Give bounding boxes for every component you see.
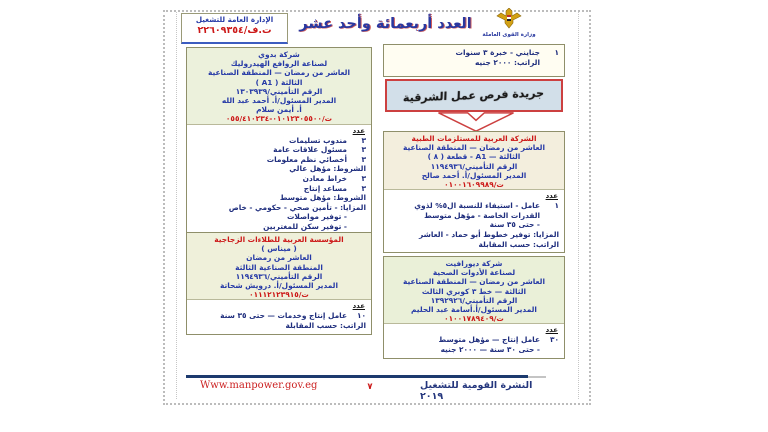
company-jobs [187,310,371,330]
job-text: - توفير مواصلات [287,212,347,222]
company-info-line: ت/٠١٠١٢٣٠٥٥٠٠-٠٥٥/٤١٠٢٣٤ [225,114,333,124]
company-header [187,233,371,300]
company-box-minas-coatings [186,232,372,335]
admin-office-phone: ت.ف/٢٢٦٠٩٣٥٤ [197,25,272,36]
job-row [384,201,564,211]
job-text: المزايا: - تأمين صحي - حكومي - خاص [228,202,366,212]
job-row [384,48,564,58]
frame-inner-line-left [176,12,177,399]
job-text: مسئول علاقات عامة [273,145,347,155]
company-box-badawy [186,47,372,236]
eagle-icon [496,8,522,29]
company-info-line: الرقم التأميني/١٣٠٣٩٣٩ [235,86,323,96]
admin-office-title: الإدارة العامة للتشغيل [195,15,274,24]
job-text: أخصائي نظم معلومات [266,154,347,164]
job-text: عامل إنتاج وخدمات — حتى ٣٥ سنة [220,311,347,321]
job-count: ٣ [361,135,366,145]
count-label: عدد [352,302,365,311]
company-info-line: الرقم التأميني/١١٩٤٩٣٦ [430,161,518,171]
ministry-name: وزارة القوى العاملة [482,32,536,38]
job-text: الشروط: مؤهل متوسط [279,193,366,203]
page-number: ٧ [367,382,373,392]
job-text: الراتب: ٢٠٠٠ جنيه [474,57,540,67]
job-count: ١ [554,48,559,57]
job-text: مساعد إنتاج [303,183,347,193]
company-box-arab-medical [383,131,565,253]
job-row [384,58,564,68]
footer-rule [186,375,528,378]
job-row [384,240,564,250]
job-text: عامل إنتاج — مؤهل متوسط [438,335,540,345]
job-row [384,211,564,221]
job-count: ١ [554,201,559,211]
job-text: - حتى ٣٠ سنة — ٢٠٠٠ جنيه [440,345,540,355]
frame-inner-line-right [578,12,579,399]
job-row [187,174,371,184]
job-text: - حتى ٣٥ سنة [489,220,540,230]
company-info-line: المدير المسئول/أ. درويش شحاتة [219,281,338,291]
company-header [187,48,371,125]
company-info-line: العاشر من رمضان — المنطقة الصناعية [402,277,545,287]
website-link[interactable]: Www.manpower.gov.eg [200,380,318,391]
company-info-line: لصناعة الأدوات الصحية [432,268,516,278]
job-text: القدرات الخاصة - مؤهل متوسط [424,210,540,220]
company-info-line: ( ميناس ) [261,244,297,254]
job-text: مندوب تسليمات [289,135,347,145]
company-info-line: المدير المسئول/أ. أحمد صالح [421,170,527,180]
job-count: ١٠ [356,311,366,321]
job-row [187,184,371,194]
job-count: ٣ [361,145,366,155]
job-row [187,145,371,155]
footer-rule-tail [528,376,546,378]
ministry-logo [478,8,540,38]
company-info-line: شركة ديورافيت [445,259,503,268]
company-info-line: الشركة العربية للمستلزمات الطبية [411,134,537,143]
count-label: عدد [545,326,558,335]
job-row [187,212,371,222]
admin-office-box [181,13,288,44]
count-label: عدد [545,192,558,201]
company-header [384,132,564,190]
company-info-line: المنطقة الصناعية الثالثة [235,262,323,272]
count-label: عدد [352,126,365,135]
company-info-line: شركة بدوي [258,50,300,59]
job-count: ٣٠ [549,335,559,345]
company-info-line: المدير المسئول/أ.أسامة عبد الحليم [411,305,537,315]
job-row [384,345,564,355]
company-box-duravit [383,256,565,359]
job-count: ٣ [361,183,366,193]
job-text: الراتب: حسب المقابلة [285,321,366,331]
company-info-line: الرقم التأميني/١١٩٤٩٣٦ [235,271,323,281]
company-info-line: العاشر من رمضان — المنطقة الصناعية [207,68,350,78]
job-row [187,203,371,213]
company-info-line: الثالثة — A1 - قطعة ( ٨ ) [427,152,521,162]
job-row [187,164,371,174]
company-info-line: المؤسسة العربية للطلاءات الزجاجية [214,235,344,244]
company-info-line: العاشر من رمضان — المنطقة الصناعية [402,143,545,153]
job-count: ٣ [361,174,366,183]
company-info-line: أ. أيمن سلام [256,105,302,115]
company-info-line: ت/٠١٠٠١٦٠٩٩٨٩ [444,180,504,190]
job-row [384,230,564,240]
job-row [187,193,371,203]
company-info-line: ت/٠١١١٢١٢٣٩١٥ [249,290,309,300]
job-row [384,220,564,230]
job-text: - توفير سكن للمغتربين [263,221,347,231]
job-row [187,222,371,232]
company-info-line: المدير المسئول/أ. أحمد عبد الله [221,96,337,106]
job-text: المزايا: توفير خطوط أبو حماد - العاشر [418,230,559,239]
company-info-line: ت/٠١٠٠١٧٨٩٤٠٩ [444,314,504,324]
banner-title: جريدة فرص عمل الشرقية [403,86,545,105]
job-text: جنايني - خبرة ٣ سنوات [455,48,540,57]
bulletin-title: النشرة القومية للتشغيل ٢٠١٩ [420,380,533,402]
banner-box [385,79,563,112]
job-row [187,155,371,165]
down-arrow-icon [432,112,520,132]
job-count: ٣ [361,154,366,164]
job-text: الشروط: مؤهل عالي [289,164,366,174]
continued-listing-box [383,44,565,77]
company-jobs [384,200,564,249]
company-jobs [384,334,564,354]
job-row [187,311,371,321]
job-text: خراط معادن [302,174,347,183]
company-info-line: الثالثة ( A1 ) [255,77,303,87]
company-jobs [187,135,371,232]
company-info-line: الرقم التأميني/١٣٩٢٩٢٦ [430,295,518,305]
job-row [187,321,371,331]
company-info-line: لصناعة الروافع الهيدروليك [230,59,328,69]
job-row [187,136,371,146]
continued-listing-rows [384,47,564,67]
issue-title: العدد أربعمائة وأحد عشر [299,16,472,32]
company-header [384,257,564,324]
job-text: الراتب: حسب المقابلة [478,239,559,249]
company-info-line: الثالثة — خط ٣ كوبري الثالث [421,286,527,296]
job-row [384,335,564,345]
job-text: عامل - استيفاء للنسبة ال٥% لذوي [414,201,540,211]
company-info-line: العاشر من رمضان [246,253,312,263]
